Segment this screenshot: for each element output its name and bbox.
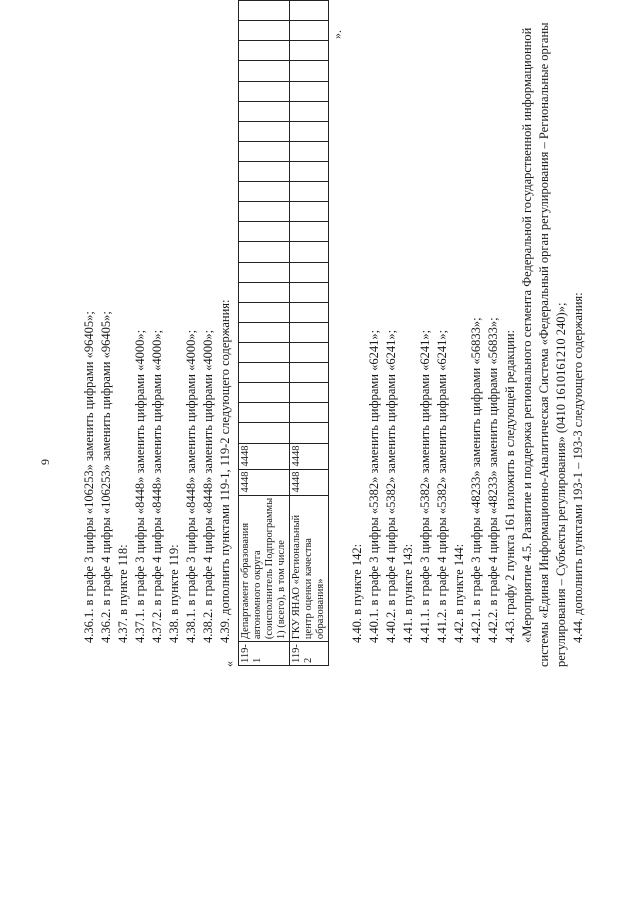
text-line: 4.38.2. в графе 4 цифры «8448» заменить цифрами «4000»; bbox=[201, 329, 215, 643]
text-line: 4.40.2. в графе 4 цифры «5382» заменить цифрами «6241»; bbox=[384, 329, 398, 643]
empty-cell bbox=[290, 322, 329, 342]
empty-cell bbox=[290, 161, 329, 181]
text-line: 4.42.2. в графе 4 цифры «48233» заменить цифрами «56833»; bbox=[486, 317, 500, 643]
empty-cell bbox=[290, 81, 329, 101]
row-name-cell: Департамент образования автономного округа (соисполнитель Подпрограммы 1) (всего), в том числе bbox=[239, 495, 290, 642]
table-row bbox=[239, 1, 290, 666]
text-line: системы «Единая Информационно-Аналитическая Система «Федеральный орган регулирования – Региональные органы bbox=[537, 22, 551, 667]
text-line: 4.36.1. в графе 3 цифры «106253» заменить цифрами «96405»; bbox=[82, 311, 96, 643]
empty-cell bbox=[239, 21, 290, 41]
text-line: 4.37.2. в графе 4 цифры «8448» заменить цифрами «4000»; bbox=[150, 329, 164, 643]
empty-cell bbox=[290, 262, 329, 282]
text-line: 4.41.2. в графе 4 цифры «5382» заменить цифрами «6241»; bbox=[435, 329, 449, 643]
text-line: 4.41. в пункте 143: bbox=[401, 543, 415, 643]
text-line: 4.38.1. в графе 3 цифры «8448» заменить цифрами «4000»; bbox=[184, 329, 198, 643]
empty-cell bbox=[290, 403, 329, 423]
table-row bbox=[290, 1, 329, 666]
text-line: 4.44. дополнить пунктами 193-1 – 193-3 следующего содержания: bbox=[571, 292, 585, 643]
empty-cell bbox=[290, 41, 329, 61]
empty-cell bbox=[239, 141, 290, 161]
text-line: 4.41.1. в графе 3 цифры «5382» заменить цифрами «6241»; bbox=[418, 329, 432, 643]
empty-cell bbox=[290, 61, 329, 81]
empty-cell bbox=[290, 121, 329, 141]
empty-cell bbox=[239, 121, 290, 141]
empty-cell bbox=[290, 363, 329, 383]
empty-cell bbox=[239, 81, 290, 101]
text-line: 4.42.1. в графе 3 цифры «48233» заменить цифрами «56833»; bbox=[469, 317, 483, 643]
text-line: 4.38. в пункте 119: bbox=[167, 544, 181, 643]
empty-cell bbox=[239, 302, 290, 322]
column4-value-cell: 4448 bbox=[239, 443, 290, 469]
empty-cell bbox=[290, 1, 329, 21]
empty-cell bbox=[290, 101, 329, 121]
text-line: 4.40.1. в графе 3 цифры «5382» заменить цифрами «6241»; bbox=[367, 329, 381, 643]
page-number: 9 bbox=[38, 459, 52, 465]
empty-cell bbox=[239, 202, 290, 222]
empty-cell bbox=[239, 41, 290, 61]
column3-value-cell: 4448 bbox=[290, 469, 329, 495]
empty-cell bbox=[239, 242, 290, 262]
empty-cell bbox=[290, 182, 329, 202]
empty-cell bbox=[239, 182, 290, 202]
text-line: 4.36.2. в графе 4 цифры «106253» заменить цифрами «96405»; bbox=[99, 311, 113, 643]
text-line: 4.37. в пункте 118: bbox=[116, 544, 130, 643]
empty-cell bbox=[290, 141, 329, 161]
amendment-table bbox=[238, 0, 329, 666]
text-line: регулирования – Субъекты регулирования» (0410 1610161210 240)»; bbox=[554, 302, 568, 667]
text-line: 4.42. в пункте 144: bbox=[452, 543, 466, 643]
empty-cell bbox=[239, 101, 290, 121]
text-line: 4.37.1. в графе 3 цифры «8448» заменить цифрами «4000»; bbox=[133, 329, 147, 643]
text-line: 4.40. в пункте 142: bbox=[350, 543, 364, 643]
column3-value-cell: 4448 bbox=[239, 469, 290, 495]
empty-cell bbox=[239, 161, 290, 181]
empty-cell bbox=[239, 322, 290, 342]
row-number-cell: 119-1 bbox=[239, 642, 290, 666]
empty-cell bbox=[290, 342, 329, 362]
empty-cell bbox=[239, 282, 290, 302]
quote-close-mark: ». bbox=[330, 30, 344, 39]
empty-cell bbox=[239, 403, 290, 423]
text-line: 4.43. графу 2 пункта 161 изложить в следующей редакции: bbox=[503, 330, 517, 643]
empty-cell bbox=[239, 342, 290, 362]
empty-cell bbox=[239, 262, 290, 282]
empty-cell bbox=[290, 222, 329, 242]
row-name-cell: ГКУ ЯНАО «Региональный центр оценки качества образования» bbox=[290, 495, 329, 642]
empty-cell bbox=[239, 423, 290, 443]
empty-cell bbox=[239, 1, 290, 21]
empty-cell bbox=[290, 21, 329, 41]
empty-cell bbox=[290, 423, 329, 443]
column4-value-cell: 4448 bbox=[290, 443, 329, 469]
empty-cell bbox=[239, 383, 290, 403]
empty-cell bbox=[290, 302, 329, 322]
empty-cell bbox=[290, 242, 329, 262]
quote-open-mark: « bbox=[222, 661, 236, 667]
row-number-cell: 119-2 bbox=[290, 642, 329, 666]
empty-cell bbox=[290, 383, 329, 403]
empty-cell bbox=[290, 282, 329, 302]
empty-cell bbox=[239, 222, 290, 242]
empty-cell bbox=[239, 61, 290, 81]
empty-cell bbox=[290, 202, 329, 222]
empty-cell bbox=[239, 363, 290, 383]
text-line: 4.39. дополнить пунктами 119-1, 119-2 следующего содержания: bbox=[218, 299, 232, 643]
text-line: «Мероприятие 4.5. Развитие и поддержка регионального сегмента Федеральной государственной информационной bbox=[520, 27, 534, 643]
